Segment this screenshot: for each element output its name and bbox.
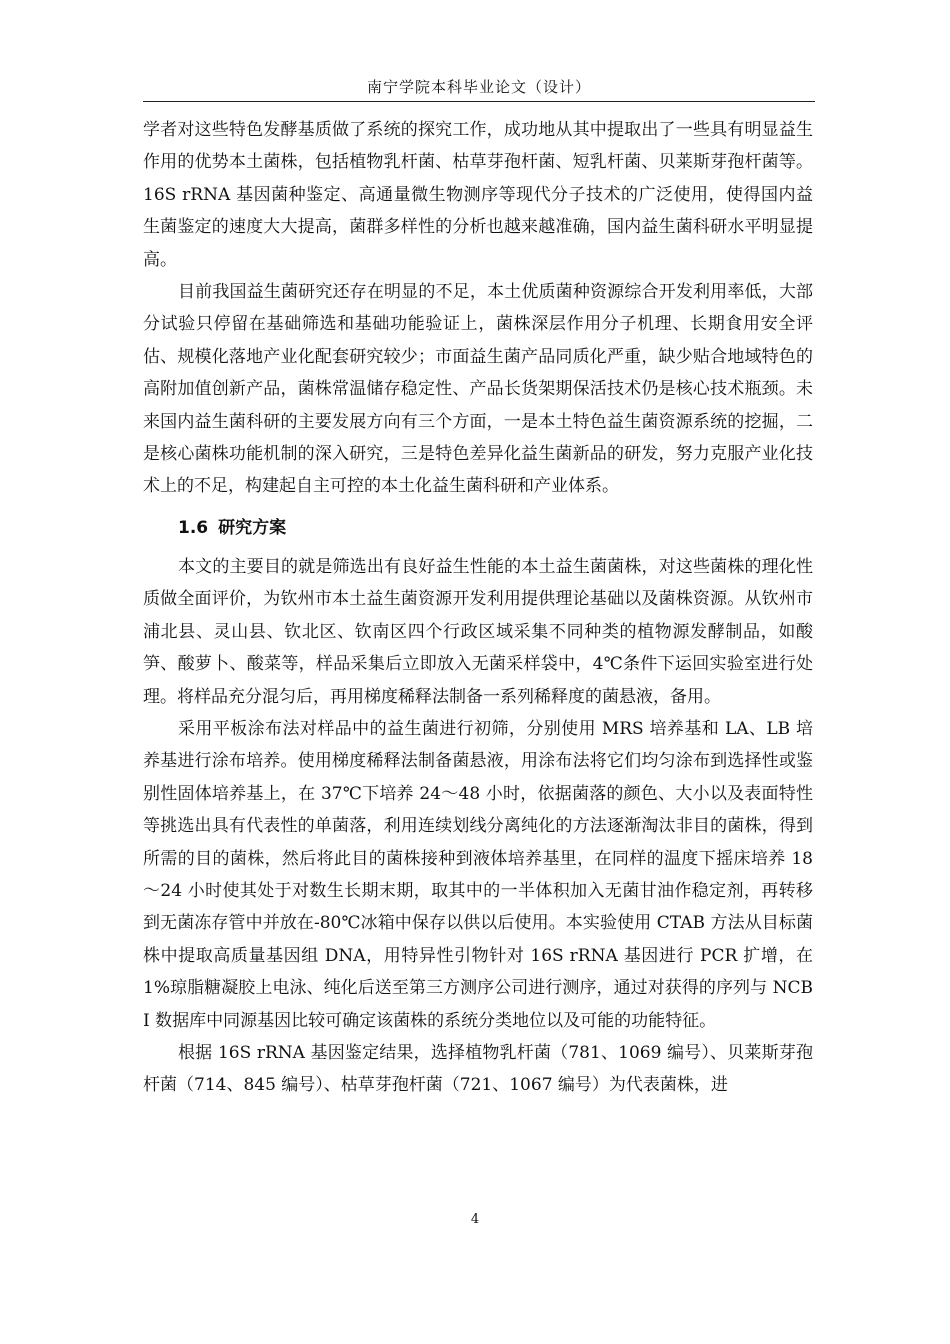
body-paragraph-4: 采用平板涂布法对样品中的益生菌进行初筛，分别使用 MRS 培养基和 LA、LB 培养基进行涂布培养。使用梯度稀释法制备菌悬液，用涂布法将它们均匀涂布到选择性或鉴别性固体培养基上，在 37℃下培养 24～48 小时，依据菌落的颜色、大小以及表面特性等挑选出具有代表性的单菌落，利用连续划线分离纯化的方法逐渐淘汰非目的菌株，得到所需的目的菌株，然后将此目的菌株接种到液体培养基里，在同样的温度下摇床培养 18～24 小时使其处于对数生长期末期，取其中的一半体积加入无菌甘油作稳定剂，再转移到无菌冻存管中并放在-80℃冰箱中保存以供以后使用。本实验使用 CTAB 方法从目标菌株中提取高质量基因组 DNA，用特异性引物针对 16S rRNA 基因进行 PCR 扩增，在 1%琼脂糖凝胶上电泳、纯化后送至第三方测序公司进行测序，通过对获得的序列与 NCBI 数据库中同源基因比较可确定该菌株的系统分类地位以及可能的功能特征。 (143, 718, 813, 1031)
body-paragraph-2: 目前我国益生菌研究还存在明显的不足，本土优质菌种资源综合开发利用率低，大部分试验只停留在基础筛选和基础功能验证上，菌株深层作用分子机理、长期食用安全评估、规模化落地产业化配套研究较少；市面益生菌产品同质化严重，缺少贴合地域特色的高附加值创新产品，菌株常温储存稳定性、产品长货架期保活技术仍是核心技术瓶颈。未来国内益生菌科研的主要发展方向有三个方面，一是本土特色益生菌资源系统的挖掘，二是核心菌株功能机制的深入研究，三是特色差异化益生菌新品的研发，努力克服产业化技术上的不足，构建起自主可控的本土化益生菌科研和产业体系。 (143, 282, 813, 497)
header-divider (143, 101, 815, 102)
page-number: 4 (470, 1212, 480, 1227)
section-number: 1.6 (178, 517, 209, 538)
section-heading (143, 517, 813, 539)
body-paragraph-3: 本文的主要目的就是筛选出有良好益生性能的本土益生菌菌株，对这些菌株的理化性质做全面评价，为钦州市本土益生菌资源开发利用提供理论基础以及菌株资源。从钦州市浦北县、灵山县、钦北区、钦南区四个行政区域采集不同种类的植物源发酵制品，如酸笋、酸萝卜、酸菜等，样品采集后立即放入无菌采样袋中，4℃条件下运回实验室进行处理。将样品充分混匀后，再用梯度稀释法制备一系列稀释度的菌悬液，备用。 (143, 556, 813, 707)
running-header: 南宁学院本科毕业论文（设计） (366, 78, 591, 96)
section-title: 研究方案 (218, 517, 287, 538)
body-paragraph-5: 根据 16S rRNA 基因鉴定结果，选择植物乳杆菌（781、1069 编号）、贝莱斯芽孢杆菌（714、845 编号）、枯草芽孢杆菌（721、1067 编号）为代表菌株，进 (143, 1042, 813, 1096)
body-paragraph-1: 学者对这些特色发酵基质做了系统的探究工作，成功地从其中提取出了一些具有明显益生作用的优势本土菌株，包括植物乳杆菌、枯草芽孢杆菌、短乳杆菌、贝莱斯芽孢杆菌等。16S rRNA 基因菌种鉴定、高通量微生物测序等现代分子技术的广泛使用，使得国内益生菌鉴定的速度大大提高，菌群多样性的分析也越来越准确，国内益生菌科研水平明显提高。 (143, 120, 813, 270)
document-body (143, 114, 813, 1102)
